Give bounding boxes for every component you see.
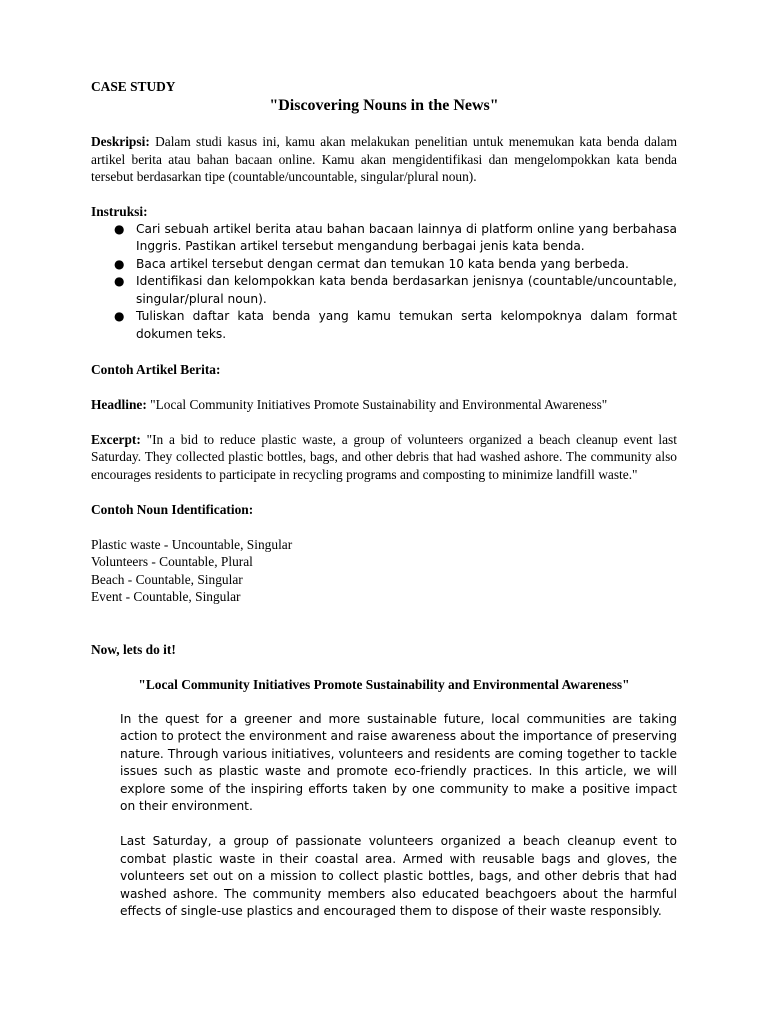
excerpt-text: "In a bid to reduce plastic waste, a group of volunteers organized a beach cleanup event last Saturday. They collected plastic bottles, bags, and other debris that had washed ashore. The community also encourages residents to participate in recycling programs and composting to minimize landfill waste." — [91, 431, 677, 482]
noun-item: Beach - Countable, Singular — [91, 571, 243, 587]
deskripsi-text: Dalam studi kasus ini, kamu akan melakukan penelitian untuk menemukan kata benda dalam artikel berita atau bahan bacaan online. Kamu akan mengidentifikasi dan mengelompokkan kata benda tersebut berdasarkan tipe (countable/uncountable, singular/plural noun). — [91, 134, 677, 184]
article-title: "Local Community Initiatives Promote Sustainability and Environmental Awareness" — [138, 676, 630, 692]
bullet-icon: ● — [114, 221, 125, 236]
noun-identification-label: Contoh Noun Identification: — [91, 501, 254, 517]
bullet-icon: ● — [114, 256, 125, 271]
deskripsi-label: Deskripsi: — [91, 134, 150, 149]
bullet-icon: ● — [114, 309, 125, 323]
article-paragraph-2: Last Saturday, a group of passionate volunteers organized a beach cleanup event to combat plastic waste in their coastal area. Armed with reusable bags and gloves, the volunteers set out on a mission to collect plastic bottles, bags, and other debris that had washed ashore. The community members also educated beachgoers about the harmful effects of single-use plastics and encouraged them to dispose of their waste responsibly. — [120, 834, 677, 918]
excerpt-label: Excerpt: — [91, 431, 141, 447]
case-study-label: CASE STUDY — [91, 79, 176, 94]
deskripsi-paragraph — [91, 133, 677, 186]
noun-item: Plastic waste - Uncountable, Singular — [91, 536, 293, 552]
noun-item: Volunteers - Countable, Plural — [91, 554, 253, 569]
list-item: ● Tuliskan daftar kata benda yang kamu temukan serta kelompoknya dalam format dokumen teks. — [114, 309, 677, 341]
excerpt-paragraph — [91, 431, 677, 484]
contoh-artikel-label: Contoh Artikel Berita: — [91, 361, 221, 377]
list-item: ● Baca artikel tersebut dengan cermat dan temukan 10 kata benda yang berbeda. — [91, 256, 677, 274]
activity-label: Now, lets do it! — [91, 641, 176, 657]
list-item: ● Identifikasi dan kelompokkan kata benda berdasarkan jenisnya (countable/uncountable, singular/plural noun). — [114, 274, 677, 306]
document-content — [91, 78, 677, 921]
headline-text: "Local Community Initiatives Promote Sustainability and Environmental Awareness" — [150, 396, 608, 412]
noun-item: Event - Countable, Singular — [91, 589, 241, 604]
document-title: "Discovering Nouns in the News" — [269, 96, 499, 114]
headline-line — [91, 396, 677, 414]
instruksi-list — [91, 221, 677, 344]
article-paragraph-1: In the quest for a greener and more sustainable future, local communities are taking action to protect the environment and raise awareness about the importance of preserving nature. Through various initiatives, volunteers and residents are coming together to tackle issues such as plastic waste and promote eco-friendly practices. In this article, we will explore some of the inspiring efforts taken by one community to make a positive impact on their environment. — [120, 711, 677, 813]
headline-label: Headline: — [91, 396, 147, 412]
instruksi-label: Instruksi: — [91, 204, 148, 219]
bullet-icon: ● — [114, 274, 125, 288]
list-item: ● Cari sebuah artikel berita atau bahan bacaan lainnya di platform online yang berbahasa Inggris. Pastikan artikel tersebut mengandung berbagai jenis kata benda. — [114, 221, 677, 253]
